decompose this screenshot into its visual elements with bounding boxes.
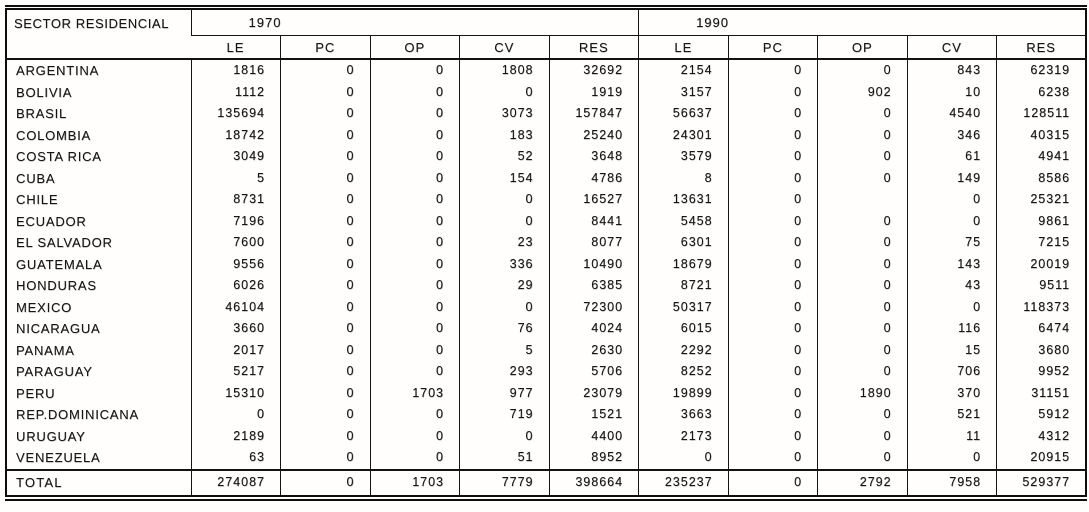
- table-cell: 0: [370, 211, 460, 233]
- table-cell: 0: [728, 340, 818, 362]
- table-cell: 0: [370, 232, 460, 254]
- table-cell: 0: [728, 103, 818, 125]
- table-cell: 51: [460, 447, 550, 470]
- table-cell: 46104: [191, 297, 281, 319]
- table-cell: 0: [818, 275, 908, 297]
- table-cell: 0: [728, 318, 818, 340]
- table-cell: 0: [281, 232, 371, 254]
- table-cell: 56637: [639, 103, 729, 125]
- table-cell: 0: [281, 318, 371, 340]
- table-cell: 4400: [549, 426, 639, 448]
- table-cell: 0: [907, 297, 997, 319]
- total-cell: 7779: [460, 470, 550, 498]
- table-cell: 0: [818, 125, 908, 147]
- table-cell: 0: [728, 82, 818, 104]
- column-header-pc-1970: PC: [281, 36, 371, 60]
- table-cell: 4024: [549, 318, 639, 340]
- table-header: [6, 8, 1086, 60]
- table-row: [6, 318, 1086, 340]
- table-cell: 0: [370, 103, 460, 125]
- table-row: [6, 146, 1086, 168]
- table-cell: 0: [460, 297, 550, 319]
- table-cell: 8252: [639, 361, 729, 383]
- table-cell: 719: [460, 404, 550, 426]
- table-cell: 25240: [549, 125, 639, 147]
- year-header-1990: 1990: [639, 8, 1087, 36]
- table-cell: 5706: [549, 361, 639, 383]
- table-cell: 706: [907, 361, 997, 383]
- column-header-pc-1990: PC: [728, 36, 818, 60]
- table-cell: 0: [728, 275, 818, 297]
- table-cell: 0: [728, 59, 818, 82]
- row-label: MEXICO: [16, 299, 73, 315]
- table-cell: 0: [818, 447, 908, 470]
- table-cell: 4312: [997, 426, 1087, 448]
- table-row: [6, 254, 1086, 276]
- table-cell: 8077: [549, 232, 639, 254]
- row-label: URUGUAY: [16, 428, 86, 444]
- table-cell: 9556: [191, 254, 281, 276]
- table-cell: 0: [460, 82, 550, 104]
- year-header-row: [6, 8, 1086, 36]
- table-cell: 0: [818, 318, 908, 340]
- table-cell: 118373: [997, 297, 1087, 319]
- total-cell: 398664: [549, 470, 639, 498]
- table-cell: 1816: [191, 59, 281, 82]
- table-cell: 5: [460, 340, 550, 362]
- row-label: COLOMBIA: [16, 127, 92, 143]
- table-cell: 157847: [549, 103, 639, 125]
- table-cell: 0: [370, 426, 460, 448]
- table-cell: 13631: [639, 189, 729, 211]
- table-cell: 10: [907, 82, 997, 104]
- table-cell: 0: [281, 59, 371, 82]
- total-cell: 235237: [639, 470, 729, 498]
- table-cell: 24301: [639, 125, 729, 147]
- table-cell: 0: [818, 232, 908, 254]
- table-cell: 0: [818, 426, 908, 448]
- table-row: [6, 125, 1086, 147]
- table-cell: 0: [281, 275, 371, 297]
- table-cell: 977: [460, 383, 550, 405]
- table-cell: 18679: [639, 254, 729, 276]
- table-cell: 6015: [639, 318, 729, 340]
- table-cell: 62319: [997, 59, 1087, 82]
- table-cell: 9952: [997, 361, 1087, 383]
- table-cell: 154: [460, 168, 550, 190]
- table-cell: 18742: [191, 125, 281, 147]
- table-cell: 3157: [639, 82, 729, 104]
- table-cell: 43: [907, 275, 997, 297]
- table-cell: 0: [728, 189, 818, 211]
- table-cell: 3663: [639, 404, 729, 426]
- table-cell: 0: [281, 125, 371, 147]
- total-cell: 529377: [997, 470, 1087, 498]
- table-cell: 5912: [997, 404, 1087, 426]
- table-row: [6, 426, 1086, 448]
- table-cell: 10490: [549, 254, 639, 276]
- table-cell: 4941: [997, 146, 1087, 168]
- table-cell: 0: [907, 447, 997, 470]
- row-label: ARGENTINA: [16, 63, 100, 79]
- table-cell: 0: [728, 168, 818, 190]
- table-cell: 128511: [997, 103, 1087, 125]
- table-cell: 0: [281, 189, 371, 211]
- total-row: [6, 470, 1086, 498]
- table-row: [6, 383, 1086, 405]
- table-cell: 9861: [997, 211, 1087, 233]
- table-cell: 8731: [191, 189, 281, 211]
- table-cell: 0: [728, 361, 818, 383]
- table-cell: 0: [370, 254, 460, 276]
- table-cell: 0: [728, 254, 818, 276]
- table-cell: 4540: [907, 103, 997, 125]
- table-row: [6, 211, 1086, 233]
- table-cell: [818, 189, 908, 211]
- row-label: NICARAGUA: [16, 321, 101, 337]
- row-label: ECUADOR: [16, 213, 87, 229]
- table-cell: 29: [460, 275, 550, 297]
- table-cell: 20019: [997, 254, 1087, 276]
- table-cell: 7215: [997, 232, 1087, 254]
- table-cell: 7600: [191, 232, 281, 254]
- column-header-cv-1970: CV: [460, 36, 550, 60]
- table-cell: 8721: [639, 275, 729, 297]
- table-cell: 1808: [460, 59, 550, 82]
- table-title: SECTOR RESIDENCIAL: [6, 8, 191, 60]
- table-cell: 293: [460, 361, 550, 383]
- table-cell: 2630: [549, 340, 639, 362]
- table-cell: 0: [281, 426, 371, 448]
- row-label: CHILE: [16, 192, 59, 208]
- table-row: [6, 168, 1086, 190]
- table-row: [6, 361, 1086, 383]
- row-label: EL SALVADOR: [16, 235, 113, 251]
- table-cell: 6474: [997, 318, 1087, 340]
- table-cell: 5217: [191, 361, 281, 383]
- row-label: VENEZUELA: [16, 450, 101, 466]
- table-cell: 0: [818, 146, 908, 168]
- column-header-le-1970: LE: [191, 36, 281, 60]
- table-cell: 0: [728, 125, 818, 147]
- table-cell: 72300: [549, 297, 639, 319]
- table-cell: 0: [281, 340, 371, 362]
- table-cell: 0: [818, 340, 908, 362]
- table-cell: 0: [370, 404, 460, 426]
- table-cell: 183: [460, 125, 550, 147]
- table-cell: 0: [370, 318, 460, 340]
- table-row: [6, 447, 1086, 470]
- table-cell: 0: [728, 404, 818, 426]
- table-row: [6, 275, 1086, 297]
- table-row: [6, 59, 1086, 82]
- table-cell: 346: [907, 125, 997, 147]
- table-cell: 0: [818, 297, 908, 319]
- table-cell: 1703: [370, 383, 460, 405]
- table-row: [6, 297, 1086, 319]
- table-cell: 0: [460, 426, 550, 448]
- table-cell: 50317: [639, 297, 729, 319]
- table-row: [6, 82, 1086, 104]
- table-cell: 0: [281, 297, 371, 319]
- table-cell: 6385: [549, 275, 639, 297]
- total-cell: 1703: [370, 470, 460, 498]
- table-cell: 0: [370, 125, 460, 147]
- table-cell: 370: [907, 383, 997, 405]
- total-cell: 274087: [191, 470, 281, 498]
- table-row: [6, 103, 1086, 125]
- table-cell: 5458: [639, 211, 729, 233]
- row-label: REP.DOMINICANA: [16, 407, 139, 423]
- row-label: PERU: [16, 385, 56, 401]
- table-cell: 0: [728, 232, 818, 254]
- table-cell: 11: [907, 426, 997, 448]
- row-label: COSTA RICA: [16, 149, 102, 165]
- table-cell: 9511: [997, 275, 1087, 297]
- table-cell: 0: [281, 361, 371, 383]
- table-cell: 0: [281, 383, 371, 405]
- table-cell: 0: [728, 146, 818, 168]
- table-cell: 76: [460, 318, 550, 340]
- table-cell: 0: [728, 447, 818, 470]
- table-cell: 0: [907, 211, 997, 233]
- sector-residencial-table: [5, 5, 1087, 501]
- table-cell: 0: [370, 59, 460, 82]
- table-cell: 8: [639, 168, 729, 190]
- table-cell: 0: [370, 168, 460, 190]
- table-cell: 19899: [639, 383, 729, 405]
- table-cell: 8586: [997, 168, 1087, 190]
- table-cell: 521: [907, 404, 997, 426]
- table-cell: 0: [728, 297, 818, 319]
- table-cell: 0: [818, 168, 908, 190]
- table-cell: 0: [370, 297, 460, 319]
- table-cell: 0: [818, 59, 908, 82]
- table-cell: 143: [907, 254, 997, 276]
- table-cell: 116: [907, 318, 997, 340]
- table-cell: 0: [281, 447, 371, 470]
- table-cell: 5: [191, 168, 281, 190]
- column-header-res-1970: RES: [549, 36, 639, 60]
- table-cell: 20915: [997, 447, 1087, 470]
- table-cell: 149: [907, 168, 997, 190]
- table-cell: 40315: [997, 125, 1087, 147]
- table-cell: 0: [281, 211, 371, 233]
- table-cell: 0: [370, 447, 460, 470]
- table-cell: 23: [460, 232, 550, 254]
- table-cell: 52: [460, 146, 550, 168]
- table-cell: 1919: [549, 82, 639, 104]
- table-cell: 6301: [639, 232, 729, 254]
- column-header-res-1990: RES: [997, 36, 1087, 60]
- table-cell: 1112: [191, 82, 281, 104]
- table-cell: 2292: [639, 340, 729, 362]
- table-cell: 3648: [549, 146, 639, 168]
- table-cell: 0: [370, 361, 460, 383]
- table-cell: 135694: [191, 103, 281, 125]
- table-cell: 0: [370, 82, 460, 104]
- table-cell: 7196: [191, 211, 281, 233]
- table-footer: [6, 470, 1086, 498]
- table-cell: 3073: [460, 103, 550, 125]
- table-body: [6, 59, 1086, 470]
- table-cell: 23079: [549, 383, 639, 405]
- row-label: HONDURAS: [16, 278, 97, 294]
- table-cell: 0: [281, 82, 371, 104]
- table-cell: 3680: [997, 340, 1087, 362]
- table-cell: 0: [281, 168, 371, 190]
- table-cell: 0: [639, 447, 729, 470]
- year-header-1970: 1970: [191, 8, 639, 36]
- table-cell: 32692: [549, 59, 639, 82]
- table-cell: 0: [370, 146, 460, 168]
- row-label: CUBA: [16, 170, 56, 186]
- table-cell: 31151: [997, 383, 1087, 405]
- row-label: PANAMA: [16, 342, 75, 358]
- table-cell: 0: [818, 103, 908, 125]
- table-cell: 3660: [191, 318, 281, 340]
- table-cell: 0: [818, 361, 908, 383]
- table-cell: 8441: [549, 211, 639, 233]
- table-cell: 6238: [997, 82, 1087, 104]
- total-cell: 7958: [907, 470, 997, 498]
- table-cell: 25321: [997, 189, 1087, 211]
- table-cell: 6026: [191, 275, 281, 297]
- table-cell: 843: [907, 59, 997, 82]
- column-header-cv-1990: CV: [907, 36, 997, 60]
- table-cell: 3049: [191, 146, 281, 168]
- table-cell: 1890: [818, 383, 908, 405]
- total-cell: 0: [281, 470, 371, 498]
- row-label: BRASIL: [16, 106, 68, 122]
- table-cell: 2189: [191, 426, 281, 448]
- total-cell: 2792: [818, 470, 908, 498]
- table-cell: 8952: [549, 447, 639, 470]
- table-cell: 0: [281, 254, 371, 276]
- table-cell: 0: [728, 211, 818, 233]
- table-cell: 0: [281, 146, 371, 168]
- table-cell: 1521: [549, 404, 639, 426]
- row-label: PARAGUAY: [16, 364, 93, 380]
- table-row: [6, 232, 1086, 254]
- table-row: [6, 404, 1086, 426]
- column-header-op-1990: OP: [818, 36, 908, 60]
- table-cell: 0: [370, 189, 460, 211]
- table-cell: 0: [818, 211, 908, 233]
- column-header-le-1990: LE: [639, 36, 729, 60]
- table-cell: 16527: [549, 189, 639, 211]
- table-cell: 0: [818, 404, 908, 426]
- table-cell: 15310: [191, 383, 281, 405]
- table-cell: 0: [281, 103, 371, 125]
- table-cell: 0: [907, 189, 997, 211]
- table-cell: 902: [818, 82, 908, 104]
- table-cell: 2173: [639, 426, 729, 448]
- table-cell: 0: [728, 383, 818, 405]
- row-label: BOLIVIA: [16, 84, 73, 100]
- table-cell: 0: [818, 254, 908, 276]
- table-cell: 0: [370, 275, 460, 297]
- table-row: [6, 340, 1086, 362]
- table-cell: 63: [191, 447, 281, 470]
- table-cell: 0: [370, 340, 460, 362]
- table-cell: 2017: [191, 340, 281, 362]
- table-row: [6, 189, 1086, 211]
- table-cell: 336: [460, 254, 550, 276]
- total-label: TOTAL: [6, 470, 191, 498]
- table-cell: 2154: [639, 59, 729, 82]
- table-cell: 0: [281, 404, 371, 426]
- table-cell: 61: [907, 146, 997, 168]
- table-cell: 75: [907, 232, 997, 254]
- row-label: GUATEMALA: [16, 256, 103, 272]
- table-cell: 4786: [549, 168, 639, 190]
- table-cell: 0: [460, 189, 550, 211]
- column-header-op-1970: OP: [370, 36, 460, 60]
- table-cell: 15: [907, 340, 997, 362]
- total-cell: 0: [728, 470, 818, 498]
- table-cell: 0: [728, 426, 818, 448]
- table-cell: 0: [460, 211, 550, 233]
- table-cell: 0: [191, 404, 281, 426]
- table-cell: 3579: [639, 146, 729, 168]
